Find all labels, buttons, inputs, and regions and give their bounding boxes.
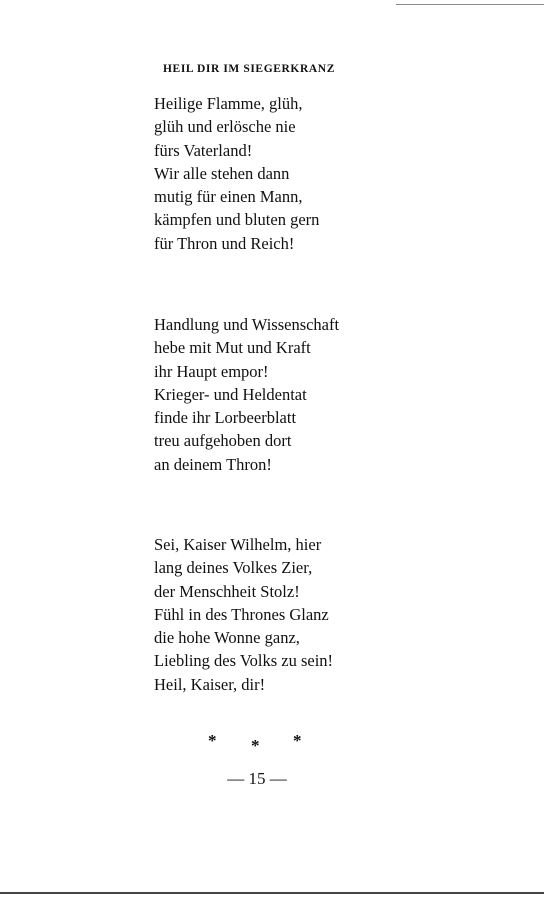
poem-line: lang deines Volkes Zier, — [154, 558, 313, 578]
asterisk: * — [251, 736, 260, 755]
poem-line: Fühl in des Thrones Glanz — [154, 604, 329, 624]
bottom-edge-rule — [0, 892, 544, 894]
poem-line: Heil, Kaiser, dir! — [154, 674, 266, 694]
poem-line: Wir alle stehen dann — [154, 163, 290, 183]
asterism — [0, 731, 544, 761]
poem-line: Heilige Flamme, glüh, — [154, 94, 303, 113]
poem-line: mutig für einen Mann, — [154, 187, 303, 207]
asterisk: * — [293, 731, 302, 750]
poem-line: Sei, Kaiser Wilhelm, hier — [154, 535, 322, 554]
poem-line: ihr Haupt empor! — [154, 361, 269, 381]
poem-line: hebe mit Mut und Kraft — [154, 338, 311, 358]
poem-line: treu aufgehoben dort — [154, 431, 292, 451]
running-head: HEIL DIR IM SIEGERKRANZ — [163, 63, 335, 75]
poem-line: Liebling des Volks zu sein! — [154, 651, 334, 671]
poem-line: glüh und erlösche nie — [154, 117, 296, 137]
page-number: — 15 — — [227, 769, 287, 788]
poem-line: der Menschheit Stolz! — [154, 581, 300, 601]
asterisk: * — [208, 731, 217, 750]
poem-line: Krieger- und Heldentat — [154, 384, 307, 404]
poem-line: an deinem Thron! — [154, 454, 272, 474]
poem-line: Handlung und Wissenschaft — [154, 315, 340, 334]
stanza-2 — [154, 313, 339, 476]
poem-line: für Thron und Reich! — [154, 233, 295, 253]
stanza-3 — [154, 533, 333, 696]
poem-line: die hohe Wonne ganz, — [154, 628, 300, 648]
poem-line: kämpfen und bluten gern — [154, 210, 320, 230]
poem-line: fürs Vaterland! — [154, 140, 253, 160]
top-edge-rule — [396, 4, 544, 5]
stanza-1 — [154, 92, 319, 255]
poem-line: finde ihr Lorbeerblatt — [154, 408, 297, 428]
